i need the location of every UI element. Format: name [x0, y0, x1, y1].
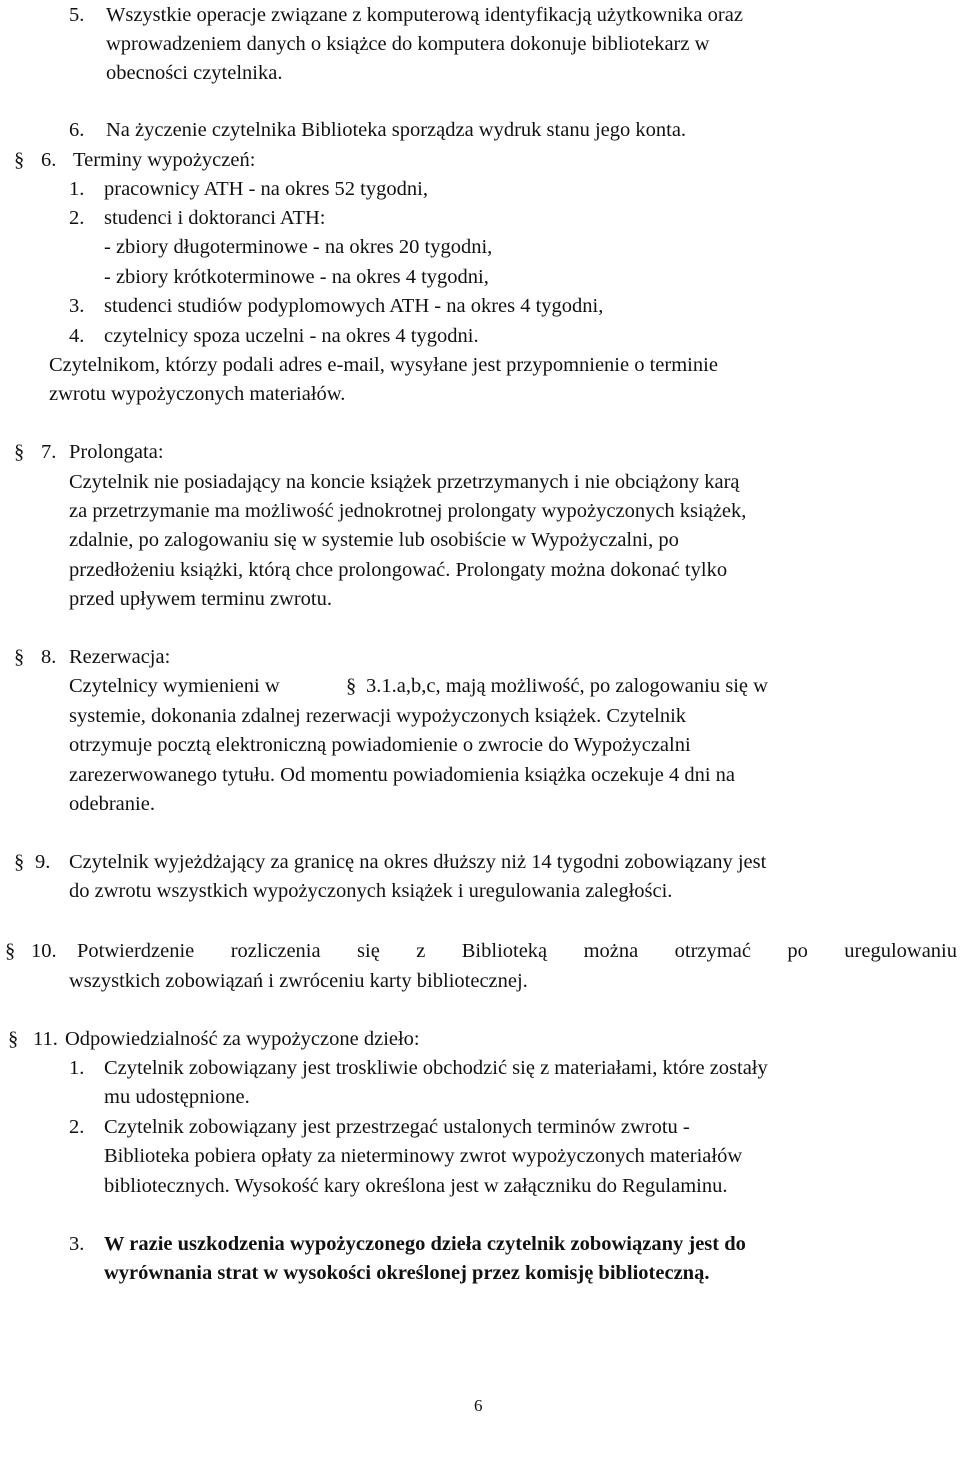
list-item: pracownicy ATH - na okres 52 tygodni, [104, 178, 428, 200]
list-item-line: Czytelnik zobowiązany jest troskliwie obchodzić się z materiałami, które zostały [104, 1057, 768, 1079]
section-sign-icon: § [346, 675, 357, 697]
paragraph-line: 3.1.a,b,c, mają możliwość, po zalogowaniu się w [366, 675, 768, 697]
paragraph-line: systemie, dokonania zdalnej rezerwacji wypożyczonych książek. Czytelnik [69, 705, 687, 727]
paragraph-line: wprowadzeniem danych o książce do komputera dokonuje bibliotekarz w [106, 33, 710, 55]
paragraph-line: obecności czytelnika. [106, 62, 283, 84]
paragraph-line: za przetrzymanie ma możliwość jednokrotnej prolongaty wypożyczonych książek, [69, 500, 747, 522]
section-sign-icon: § [14, 149, 25, 171]
list-item-line: mu udostępnione. [104, 1086, 250, 1108]
list-number: 3. [69, 1233, 85, 1255]
list-item: studenci studiów podyplomowych ATH - na okres 4 tygodni, [104, 295, 604, 317]
page-number: 6 [474, 1396, 483, 1415]
list-number: 2. [69, 1116, 85, 1138]
paragraph-line: zdalnie, po zalogowaniu się w systemie lub osobiście w Wypożyczalni, po [69, 529, 679, 551]
paragraph-line: otrzymuje pocztą elektroniczną powiadomienie o zwrocie do Wypożyczalni [69, 734, 691, 756]
paragraph-line: Czytelnik nie posiadający na koncie książek przetrzymanych i nie obciążony karą [69, 471, 740, 493]
list-item-line: Biblioteka pobiera opłaty za nieterminowy zwrot wypożyczonych materiałów [104, 1145, 743, 1167]
sub-list-item: - zbiory krótkoterminowe - na okres 4 tygodni, [104, 266, 489, 288]
paragraph-line: przed upływem terminu zwrotu. [69, 588, 333, 610]
list-number-6: 6. [69, 119, 85, 141]
section-heading: Rezerwacja: [69, 646, 171, 668]
paragraph-line: Wszystkie operacje związane z komputerową identyfikacją użytkownika oraz [106, 4, 743, 26]
sub-list-item: - zbiory długoterminowe - na okres 20 tygodni, [104, 236, 493, 258]
note-line: zwrotu wypożyczonych materiałów. [49, 383, 346, 405]
section-number: 9. [35, 851, 51, 873]
section-sign-icon: § [8, 1028, 19, 1050]
section-heading: Prolongata: [69, 441, 164, 463]
section-sign-icon: § [14, 851, 25, 873]
section-number: 11. [33, 1028, 58, 1050]
paragraph-line: Potwierdzenie rozliczenia się z Biblioteką można otrzymać po uregulowaniu [77, 940, 957, 962]
list-item-line: bibliotecznych. Wysokość kary określona jest w załączniku do Regulaminu. [104, 1175, 728, 1197]
list-item-line: W razie uszkodzenia wypożyczonego dzieła czytelnik zobowiązany jest do [104, 1233, 746, 1255]
paragraph-line: odebranie. [69, 793, 155, 815]
paragraph-line: wszystkich zobowiązań i zwróceniu karty bibliotecznej. [69, 970, 528, 992]
section-number: 7. [41, 441, 57, 463]
list-item: czytelnicy spoza uczelni - na okres 4 tygodni. [104, 325, 479, 347]
paragraph-line: Czytelnik wyjeżdżający za granicę na okres dłuższy niż 14 tygodni zobowiązany jest [69, 851, 767, 873]
paragraph-line: zarezerwowanego tytułu. Od momentu powiadomienia książka oczekuje 4 dni na [69, 764, 736, 786]
paragraph-line: Na życzenie czytelnika Biblioteka sporządza wydruk stanu jego konta. [106, 119, 687, 141]
paragraph-line: do zwrotu wszystkich wypożyczonych książek i uregulowania zaległości. [69, 880, 673, 902]
list-number: 1. [69, 178, 85, 200]
paragraph-line: Czytelnicy wymienieni w [69, 675, 280, 697]
section-number: 8. [41, 646, 57, 668]
list-item-line: Czytelnik zobowiązany jest przestrzegać ustalonych terminów zwrotu - [104, 1116, 690, 1138]
list-number: 2. [69, 207, 85, 229]
list-item: studenci i doktoranci ATH: [104, 207, 326, 229]
section-sign-icon: § [14, 646, 25, 668]
list-number: 3. [69, 295, 85, 317]
section-heading: Odpowiedzialność za wypożyczone dzieło: [65, 1028, 420, 1050]
list-number: 4. [69, 325, 85, 347]
note-line: Czytelnikom, którzy podali adres e-mail, wysyłane jest przypomnienie o terminie [49, 354, 718, 376]
list-number: 1. [69, 1057, 85, 1079]
section-sign-icon: § [14, 441, 25, 463]
list-number-5: 5. [69, 4, 85, 26]
list-item-line: wyrównania strat w wysokości określonej przez komisję biblioteczną. [104, 1262, 710, 1284]
section-heading: Terminy wypożyczeń: [73, 149, 256, 171]
section-sign-icon: § [5, 940, 16, 962]
section-number: 6. [41, 149, 57, 171]
section-number: 10. [31, 940, 57, 962]
paragraph-line: przedłożeniu książki, którą chce prolongować. Prolongaty można dokonać tylko [69, 559, 728, 581]
